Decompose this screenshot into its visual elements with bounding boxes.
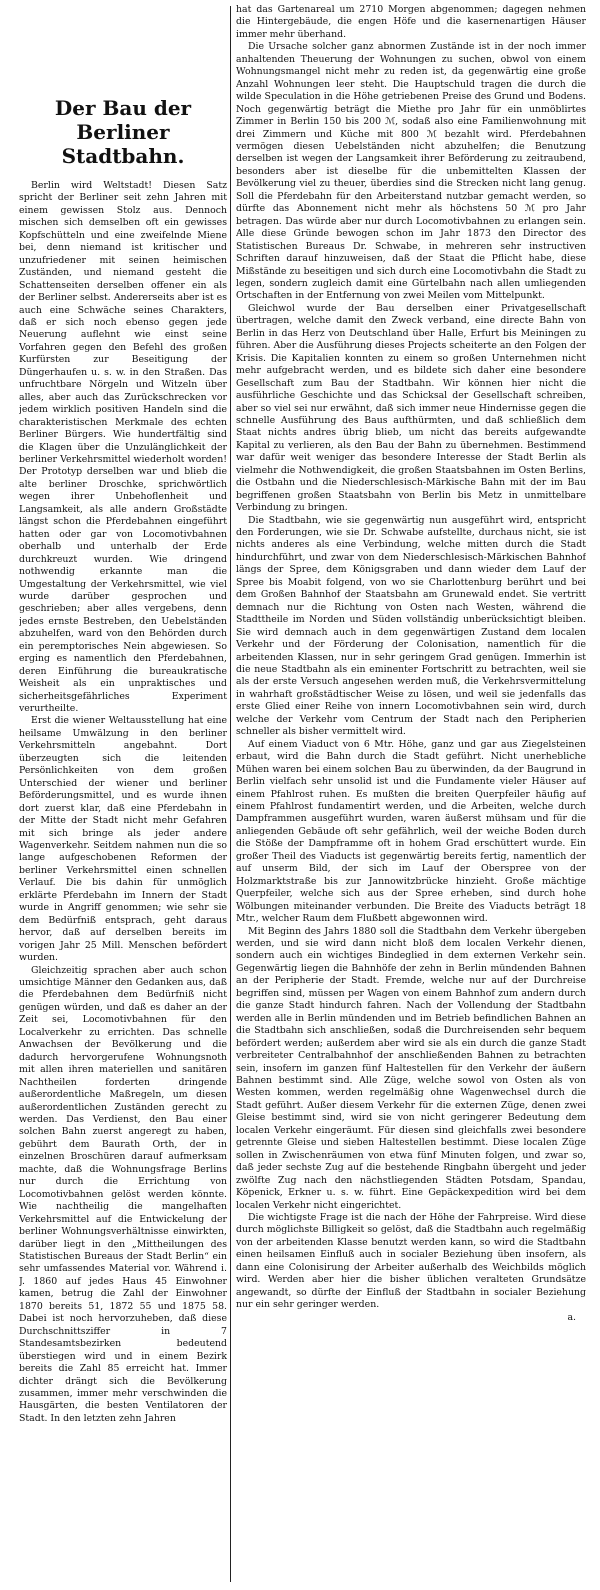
paragraph: Gleichwol wurde der Bau derselben einer Privatgesellschaft übertragen, welche damit den Zweck verband, eine directe Bahn von Berlin in das Herz von Deutschland über Halle, Erfurt bis Meiningen zu führen. Aber die Ausführung dieses Projects scheiterte an den Folgen der Krisis. Die Kapitalien konnten zu einem so großen Unternehmen nicht mehr aufgebracht werden, und es bildete sich daher eine besondere Gesellschaft zum Bau der Stadtbahn. Wir können hier nicht die ausführliche Geschichte und das Schicksal der Gesellschaft schreiben, aber so viel sei nur erwähnt, daß sich immer neue Hindernisse gegen die schnelle Ausführung des Baus aufthürmten, und daß schließlich dem Staat nichts andres übrig blieb, um nicht das bereits aufgewandte Kapital zu verlieren, als den Bau der Bahn zu übernehmen. Bestimmend war dafür weit weniger das besondere Interesse der Stadt Berlin als vielmehr die Nothwendigkeit, die großen Staatsbahnen im Osten Berlins, die Ostbahn und die Niederschlesisch-Märkische Bahn mit der im Bau begriffenen großen Staatsbahn von Berlin bis Metz in unmittelbare Verbindung zu bringen. — [236, 302, 586, 514]
paragraph: Die Stadtbahn, wie sie gegenwärtig nun ausgeführt wird, entspricht den Forderungen, wie sie Dr. Schwabe aufstellte, durchaus nicht, sie ist nichts anderes als eine Verbindung, welche mitten durch die Stadt hindurchführt, und zwar von dem Niederschlesisch-Märkischen Bahnhof längs der Spree, dem Königsgraben und dann wieder dem Lauf der Spree bis Moabit folgend, von wo sie Charlottenburg berührt und bei dem Großen Bahnhof der Staatsbahn am Grunewald endet. Sie vertritt demnach nur die Richtung von Osten nach Westen, während die Stadttheile im Norden und Süden vollständig unberücksichtigt bleiben. Sie wird demnach auch in dem gegenwärtigen Zustand dem localen Verkehr und der Förderung der Colonisation, namentlich für die arbeitenden Klassen, nur in sehr geringem Grad genügen. Immerhin ist die neue Stadtbahn als ein eminenter Fortschritt zu betrachten, weil sie als der erste Versuch angesehen werden muß, die Verkehrsvermittelung in wahrhaft großstädtischer Weise zu lösen, und weil sie jedenfalls das erste Glied einer Reihe von innern Locomotivbahnen sein wird, durch welche der Verkehr vom Centrum der Stadt nach den Peripherien schneller als bisher vermittelt wird. — [236, 514, 586, 738]
paragraph: Gleichzeitig sprachen aber auch schon umsichtige Männer den Gedanken aus, daß die Pferdebahnen dem Bedürfniß nicht genügen würden, und daß es daher an der Zeit sei, Locomotivbahnen für den Localverkehr zu errichten. Das schnelle Anwachsen der Bevölkerung und die dadurch hervorgerufene Wohnungsnoth mit allen ihren materiellen und sanitären Nachtheilen forderten dringende außerordentliche Maßregeln, um diesen außerordentlichen Zuständen gerecht zu werden. Das Verdienst, den Bau einer solchen Bahn zuerst angeregt zu haben, gebührt dem Baurath Orth, der in einzelnen Broschüren darauf aufmerksam machte, daß die Wohnungsfrage Berlins nur durch die Errichtung von Locomotivbahnen gelöst werden könnte. Wie nachtheilig die mangelhaften Verkehrsmittel auf die Entwickelung der berliner Wohnungsverhältnisse einwirkten, darüber liegt in den „Mittheilungen des Statistischen Bureaus der Stadt Berlin“ ein sehr umfassendes Material vor. Während i. J. 1860 auf jedes Haus 45 Einwohner kamen, betrug die Zahl der Einwohner 1870 bereits 51, 1872 55 und 1875 58. Dabei ist noch hervorzuheben, daß diese Durchschnittsziffer in 7 Standesamtsbezirken bedeutend überstiegen wird und in einem Bezirk bereits die Zahl 85 erreicht hat. Immer dichter drängt sich die Bevölkerung zusammen, immer mehr verschwinden die Hausgärten, die besten Ventilatoren der Stadt. In den letzten zehn Jahren — [19, 964, 227, 1424]
article-title: Der Bau der Berliner Stadtbahn. — [54, 96, 192, 168]
author-signature: a. — [567, 1311, 576, 1323]
right-column — [236, 4, 586, 1590]
paragraph: hat das Gartenareal um 2710 Morgen abgenommen; dagegen nehmen die Hintergebäude, die engen Höfe und die kasernenartigen Häuser immer mehr überhand. — [236, 4, 586, 40]
paragraph: Mit Beginn des Jahrs 1880 soll die Stadtbahn dem Verkehr übergeben werden, und sie wird dann nicht bloß dem localen Verkehr dienen, sondern auch ein wichtiges Bindeglied in dem externen Verkehr sein. Gegenwärtig liegen die Bahnhöfe der zehn in Berlin mündenden Bahnen an der Peripherie der Stadt. Fremde, welche nur auf der Durchreise begriffen sind, müssen per Wagen von einem Bahnhof zum andern durch die ganze Stadt hindurch fahren. Nach der Vollendung der Stadtbahn werden alle in Berlin mündenden und im Betrieb befindlichen Bahnen an die Stadtbahn sich anschließen, sodaß die Durchreisenden sehr bequem befördert werden; außerdem aber wird sie als ein durch die ganze Stadt verbreiteter Centralbahnhof der anschließenden Bahnen zu betrachten sein, insofern im ganzen fünf Haltestellen für den Verkehr der äußern Bahnen bestimmt sind. Alle Züge, welche sowol von Osten als von Westen kommen, werden regelmäßig ohne Wagenwechsel durch die Stadt geführt. Außer diesem Verkehr für die externen Züge, denen zwei Gleise bestimmt sind, wird sie von nicht geringerer Bedeutung dem localen Verkehr eingeräumt. Für diesen sind gleichfalls zwei besondere getrennte Gleise und sieben Haltestellen bestimmt. Diese localen Züge sollen in Zwischenräumen von etwa fünf Minuten folgen, und zwar so, daß jeder sechste Zug auf die bestehende Ringbahn übergeht und jeder zwölfte Zug nach den nächstliegenden Städten Potsdam, Spandau, Köpenick, Erkner u. s. w. führt. Eine Gepäckexpedition wird bei dem localen Verkehr nicht eingerichtet. — [236, 925, 586, 1211]
paragraph: Die Ursache solcher ganz abnormen Zustände ist in der noch immer anhaltenden Theuerung der Wohnungen zu suchen, obwol von einem Wohnungsmangel nicht mehr zu reden ist, da gegenwärtig eine große Anzahl Wohnungen leer steht. Die Hauptschuld tragen die durch die wilde Speculation in die Höhe getriebenen Preise des Grund und Bodens. Noch gegenwärtig beträgt die Miethe pro Jahr für ein unmöblirtes Zimmer in Berlin 150 bis 200 ℳ, sodaß also eine Familienwohnung mit drei Zimmern und Küche mit 800 ℳ bezahlt wird. Pferdebahnen vermögen diesen Uebelständen nicht abzuhelfen; die Benutzung derselben ist wegen der Langsamkeit ihrer Beförderung zu zeitraubend, besonders aber ist dieselbe für die unbemittelten Klassen der Bevölkerung viel zu theuer, überdies sind die Strecken nicht lang genug. Soll die Pferdebahn für den Arbeiterstand nutzbar gemacht werden, so dürfte das Abonnement nicht mehr als höchstens 50 ℳ pro Jahr betragen. Das würde aber nur durch Locomotivbahnen zu erlangen sein. Alle diese Gründe bewogen schon im Jahr 1873 den Director des Statistischen Bureaus Dr. Schwabe, in mehreren sehr instructiven Schriften darauf hinzuweisen, daß der Staat die Pflicht habe, diese Mißstände zu beseitigen und sich durch eine Locomotivbahn die Stadt zu legen, sondern zugleich damit eine Gürtelbahn nach allen umliegenden Ortschaften in der Entfernung von zwei Meilen vom Mittelpunkt. — [236, 41, 586, 302]
paragraph: Die wichtigste Frage ist die nach der Höhe der Fahrpreise. Wird diese durch möglichste Billigkeit so gelöst, daß die Stadtbahn auch regelmäßig von der arbeitenden Klasse benutzt werden kann, so wird die Stadtbahn einen heilsamen Einfluß auch in socialer Beziehung üben insofern, als dann eine Colonisirung der Arbeiter außerhalb des Weichbilds möglich wird. Werden aber hier die bisher üblichen veralteten Grundsätze angewandt, so dürfte der Einfluß der Stadtbahn in socialer Beziehung nur ein sehr geringer werden. — [236, 1211, 586, 1311]
left-column — [19, 0, 227, 1590]
column-divider — [230, 6, 231, 1582]
paragraph: Auf einem Viaduct von 6 Mtr. Höhe, ganz und gar aus Ziegelsteinen erbaut, wird die Bahn durch die Stadt geführt. Nicht unerhebliche Mühen waren bei einem solchen Bau zu überwinden, da der Baugrund in Berlin vielfach sehr unsolid ist und die Fundamente vieler Häuser auf einem Pfahlrost ruhen. Es mußten die breiten Querpfeiler häufig auf einem Pfahlrost fundamentirt werden, und die Arbeiten, welche durch Dampframmen ausgeführt wurden, waren äußerst mühsam und für die anliegenden Gebäude oft sehr gefährlich, weil der weiche Boden durch die Stöße der Dampframme oft in hohem Grad erschüttert wurde. Ein großer Theil des Viaducts ist gegenwärtig bereits fertig, namentlich der auf unserm Bild, der sich im Lauf der Oberspree von der Holzmarktstraße bis zur Jannowitzbrücke hinzieht. Große mächtige Querpfeiler, welche sich aus der Spree erheben, sind durch hohe Wölbungen miteinander verbunden. Die Breite des Viaducts beträgt 18 Mtr., welcher Raum dem Flußbett abgewonnen wird. — [236, 738, 586, 925]
paragraph: Berlin wird Weltstadt! Diesen Satz spricht der Berliner seit zehn Jahren mit einem gewissen Stolz aus. Dennoch mischen sich demselben oft ein gewisses Kopfschütteln und eine zweifelnde Miene bei, denn niemand ist kritischer und unzufriedener mit seinen heimischen Zuständen, und niemand gesteht die Schattenseiten derselben offener ein als der Berliner selbst. Andererseits aber ist es auch eine Schwäche seines Charakters, daß er sich noch ebenso gegen jede Neuerung auflehnt wie einst seine Vorfahren gegen den Befehl des großen Kurfürsten zur Beseitigung der Düngerhaufen u. s. w. in den Straßen. Das unfruchtbare Nörgeln und Witzeln über alles, aber auch das Zurückschrecken vor jedem wirklich positiven Handeln sind die charakteristischen Merkmale des echten Berliner Bürgers. Wie hundertfältig sind die Klagen über die Unzulänglichkeit der berliner Verkehrsmittel wiederholt worden! Der Prototyp derselben war und blieb die alte berliner Droschke, sprichwörtlich wegen ihrer Unbehoflenheit und Langsamkeit, als alle andern Großstädte längst schon die Pferdebahnen eingeführt hatten oder gar von Locomotivbahnen oberhalb und unterhalb der Erde durchkreuzt wurden. Wie dringend nothwendig erkannte man die Umgestaltung der Verkehrsmittel, wie viel wurde darüber gesprochen und geschrieben; aber alles vergebens, denn jedes ernste Bestreben, den Uebelständen abzuhelfen, ward von den Behörden durch ein peremptorisches Nein abgewiesen. So erging es namentlich den Pferdebahnen, deren Einführung die bureaukratische Weisheit als ein unpraktisches und sicherheitsgefährliches Experiment verurtheilte. — [19, 180, 227, 715]
paragraph: Erst die wiener Weltausstellung hat eine heilsame Umwälzung in den berliner Verkehrsmitteln angebahnt. Dort überzeugten sich die leitenden Persönlichkeiten von dem großen Unterschied der wiener und berliner Beförderungsmittel, und es wurde ihnen dort zuerst klar, daß eine Pferdebahn in der Mitte der Stadt nicht mehr Gefahren mit sich bringe als jeder andere Wagenverkehr. Seitdem nahmen nun die so lange aufgeschobenen Reformen der berliner Verkehrsmittel einen schnellen Verlauf. Die bis dahin für unmöglich erklärte Pferdebahn im Innern der Stadt wurde in Angriff genommen; wie sehr sie dem Bedürfniß entsprach, geht daraus hervor, daß auf derselben bereits im vorigen Jahr 25 Mill. Menschen befördert wurden. — [19, 715, 227, 964]
